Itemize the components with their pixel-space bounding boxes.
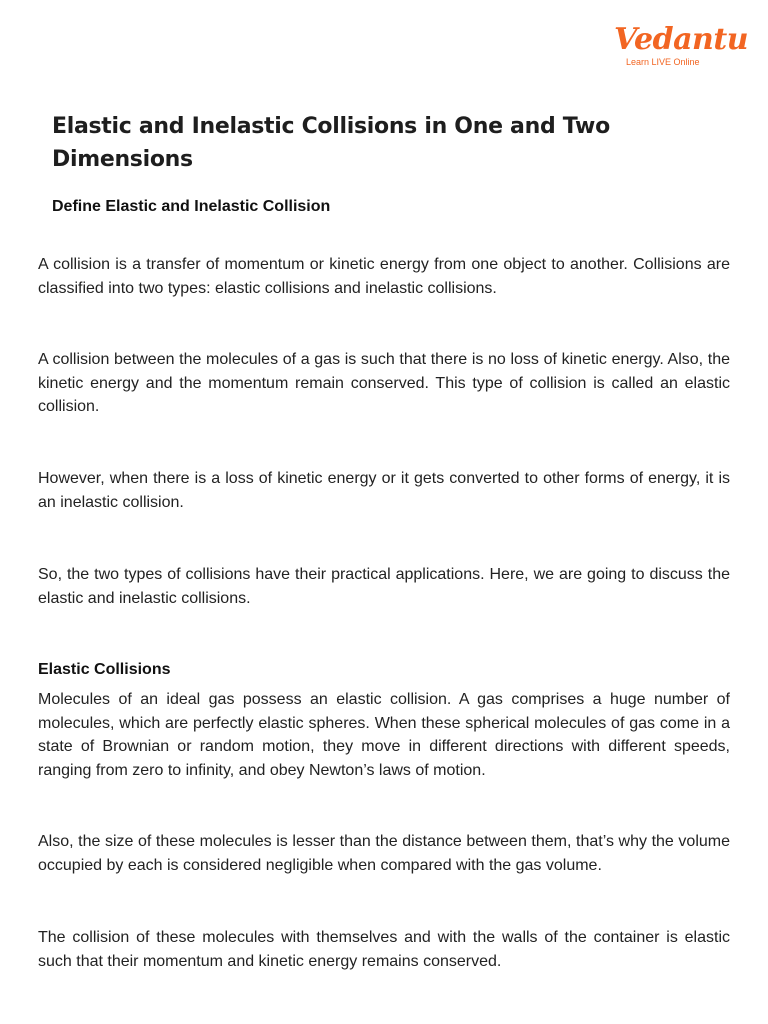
logo-wordmark: Vedantu xyxy=(614,22,749,57)
intro-paragraph: So, the two types of collisions have their practical applications. Here, we are going to discuss the elastic and inelastic collisions. xyxy=(38,566,730,607)
section-heading-elastic: Elastic Collisions xyxy=(38,661,171,678)
intro-paragraph: A collision between the molecules of a gas is such that there is no loss of kinetic energy. Also, the kinetic energy and the momentum remain conserved. This type of collision is called an elastic collision. xyxy=(38,351,730,415)
intro-paragraph: A collision is a transfer of momentum or kinetic energy from one object to another. Collisions are classified into two types: elastic collisions and inelastic collisions. xyxy=(38,256,730,297)
logo-tagline: Learn LIVE Online xyxy=(626,57,700,67)
vedantu-logo xyxy=(614,22,749,72)
elastic-paragraph: The collision of these molecules with themselves and with the walls of the container is elastic such that their momentum and kinetic energy remains conserved. xyxy=(38,929,730,970)
page-subtitle: Define Elastic and Inelastic Collision xyxy=(52,198,331,215)
elastic-paragraph: Molecules of an ideal gas possess an elastic collision. A gas comprises a huge number of molecules, which are perfectly elastic spheres. When these spherical molecules of gas come in a state of Brownian or random motion, they move in different directions with different speeds, ranging from zero to infinity, and obey Newton’s laws of motion. xyxy=(38,691,730,779)
elastic-paragraph: Also, the size of these molecules is lesser than the distance between them, that’s why the volume occupied by each is considered negligible when compared with the gas volume. xyxy=(38,833,730,874)
page-title: Elastic and Inelastic Collisions in One and Two Dimensions xyxy=(52,114,610,172)
intro-paragraph: However, when there is a loss of kinetic energy or it gets converted to other forms of energy, it is an inelastic collision. xyxy=(38,470,730,511)
